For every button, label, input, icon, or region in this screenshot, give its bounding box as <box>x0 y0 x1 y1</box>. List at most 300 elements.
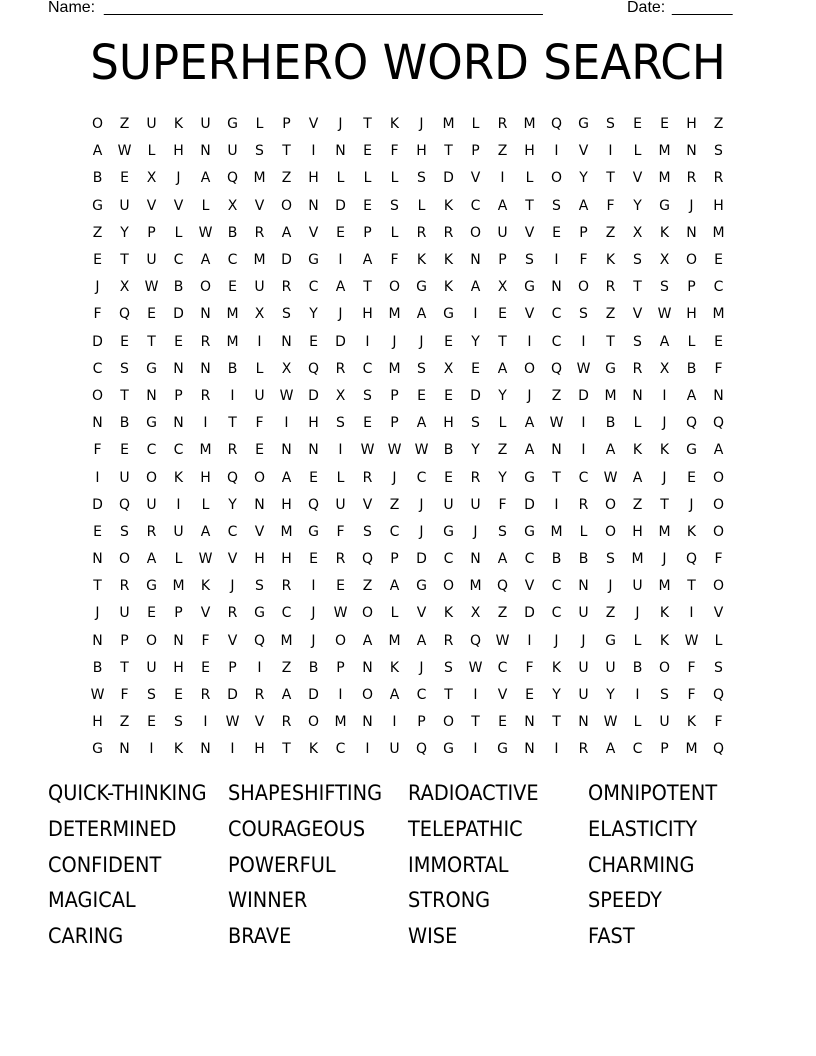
grid-letter: R <box>443 632 454 649</box>
grid-letter: L <box>201 496 210 513</box>
grid-letter: R <box>335 360 346 377</box>
grid-letter: T <box>147 333 156 350</box>
grid-letter: C <box>443 551 454 568</box>
grid-letter: J <box>662 415 667 432</box>
grid-letter: C <box>470 197 481 214</box>
grid-letter: K <box>605 252 616 269</box>
grid-letter: H <box>92 714 103 731</box>
grid-letter: L <box>525 170 534 187</box>
grid-letter: M <box>469 578 482 595</box>
grid-letter: J <box>95 605 100 622</box>
grid-letter: I <box>473 306 478 323</box>
grid-letter: H <box>281 551 292 568</box>
grid-letter: N <box>551 279 562 296</box>
grid-letter: N <box>524 714 535 731</box>
grid-letter: D <box>308 687 319 704</box>
grid-letter: N <box>470 551 481 568</box>
grid-letter: E <box>660 116 669 133</box>
word-list-item: WISE <box>408 924 458 949</box>
grid-letter: M <box>442 116 455 133</box>
grid-letter: U <box>254 279 265 296</box>
grid-letter: N <box>173 632 184 649</box>
grid-letter: W <box>603 469 618 486</box>
grid-letter: J <box>419 333 424 350</box>
word-list-item: FAST <box>588 924 635 949</box>
word-list-item: CONFIDENT <box>48 852 162 877</box>
grid-letter: R <box>227 605 238 622</box>
grid-letter: P <box>174 387 183 404</box>
grid-letter: O <box>199 279 212 296</box>
grid-letter: F <box>579 252 588 269</box>
grid-letter: I <box>257 659 262 676</box>
grid-letter: K <box>551 659 562 676</box>
grid-letter: N <box>200 741 211 758</box>
grid-letter: L <box>417 197 426 214</box>
grid-letter: K <box>659 632 670 649</box>
grid-letter: F <box>714 360 723 377</box>
grid-letter: R <box>281 279 292 296</box>
grid-row <box>84 600 732 627</box>
grid-letter: I <box>608 143 613 160</box>
grid-letter: E <box>363 143 372 160</box>
grid-letter: T <box>120 659 129 676</box>
grid-letter: G <box>524 279 535 296</box>
grid-letter: X <box>281 360 292 377</box>
grid-letter: M <box>280 523 293 540</box>
grid-letter: G <box>308 252 319 269</box>
grid-letter: G <box>497 741 508 758</box>
grid-letter: C <box>497 659 508 676</box>
grid-letter: C <box>551 605 562 622</box>
grid-letter: R <box>443 224 454 241</box>
grid-letter: L <box>471 116 480 133</box>
grid-letter: T <box>687 578 696 595</box>
grid-letter: U <box>119 605 130 622</box>
grid-letter: C <box>362 360 373 377</box>
grid-letter: D <box>335 333 346 350</box>
grid-row <box>84 301 732 328</box>
grid-letter: S <box>660 279 669 296</box>
grid-letter: A <box>92 143 103 160</box>
grid-letter: E <box>93 523 102 540</box>
grid-letter: Y <box>633 197 642 214</box>
word-list-item: SPEEDY <box>588 888 662 913</box>
word-list-item: CHARMING <box>588 852 695 877</box>
grid-letter: X <box>227 197 238 214</box>
grid-letter: E <box>174 333 183 350</box>
grid-letter: E <box>147 714 156 731</box>
grid-letter: I <box>203 415 208 432</box>
grid-letter: P <box>390 551 399 568</box>
grid-letter: Z <box>389 496 400 513</box>
grid-letter: C <box>92 360 103 377</box>
grid-letter: K <box>389 659 400 676</box>
grid-letter: H <box>416 143 427 160</box>
grid-letter: M <box>253 252 266 269</box>
grid-letter: P <box>687 279 696 296</box>
grid-letter: V <box>632 170 643 187</box>
grid-letter: Y <box>498 469 507 486</box>
grid-letter: W <box>603 714 618 731</box>
grid-letter: Y <box>579 170 588 187</box>
grid-letter: J <box>419 496 424 513</box>
grid-letter: G <box>254 605 265 622</box>
grid-letter: C <box>173 252 184 269</box>
grid-letter: W <box>360 442 375 459</box>
grid-letter: R <box>335 551 346 568</box>
grid-letter: T <box>363 116 372 133</box>
word-list-item: CARING <box>48 924 124 949</box>
grid-letter: I <box>338 442 343 459</box>
grid-letter: U <box>389 741 400 758</box>
grid-letter: O <box>712 496 725 513</box>
grid-letter: R <box>281 578 292 595</box>
grid-letter: S <box>498 523 507 540</box>
grid-letter: F <box>93 306 102 323</box>
grid-letter: W <box>279 387 294 404</box>
grid-letter: I <box>203 714 208 731</box>
grid-row <box>84 111 732 138</box>
grid-letter: H <box>686 116 697 133</box>
grid-letter: M <box>280 632 293 649</box>
grid-letter: H <box>524 143 535 160</box>
grid-row <box>84 138 732 165</box>
grid-letter: H <box>308 415 319 432</box>
grid-letter: Q <box>469 632 482 649</box>
grid-letter: S <box>363 387 372 404</box>
grid-letter: F <box>120 687 129 704</box>
grid-letter: W <box>576 360 591 377</box>
grid-letter: M <box>199 442 212 459</box>
grid-letter: E <box>120 442 129 459</box>
date-label: Date: <box>627 0 666 16</box>
grid-letter: X <box>497 279 508 296</box>
grid-letter: R <box>362 469 373 486</box>
name-field[interactable]: ___________________________________________________ <box>104 0 543 16</box>
grid-letter: D <box>416 551 427 568</box>
grid-letter: N <box>173 415 184 432</box>
grid-letter: N <box>281 442 292 459</box>
grid-letter: F <box>390 143 399 160</box>
grid-letter: A <box>524 415 535 432</box>
grid-letter: U <box>173 523 184 540</box>
grid-letter: L <box>633 714 642 731</box>
grid-letter: J <box>311 632 316 649</box>
grid-letter: Q <box>118 496 131 513</box>
grid-letter: U <box>632 578 643 595</box>
grid-letter: D <box>443 170 454 187</box>
grid-letter: O <box>604 523 617 540</box>
grid-letter: B <box>92 659 103 676</box>
grid-letter: E <box>120 170 129 187</box>
grid-letter: O <box>712 578 725 595</box>
grid-letter: O <box>334 632 347 649</box>
grid-letter: R <box>605 279 616 296</box>
grid-letter: O <box>307 714 320 731</box>
grid-letter: R <box>713 170 724 187</box>
grid-letter: E <box>471 360 480 377</box>
grid-letter: I <box>257 333 262 350</box>
grid-letter: I <box>554 252 559 269</box>
grid-letter: U <box>119 469 130 486</box>
grid-letter: V <box>524 578 535 595</box>
grid-letter: J <box>338 306 343 323</box>
grid-letter: J <box>662 469 667 486</box>
grid-letter: W <box>144 279 159 296</box>
grid-letter: J <box>473 523 478 540</box>
grid-letter: P <box>174 605 183 622</box>
grid-letter: K <box>443 279 454 296</box>
grid-letter: A <box>578 197 589 214</box>
grid-letter: S <box>363 523 372 540</box>
grid-letter: N <box>92 632 103 649</box>
grid-letter: B <box>92 170 103 187</box>
grid-letter: L <box>633 415 642 432</box>
grid-letter: Q <box>550 360 563 377</box>
grid-letter: C <box>551 333 562 350</box>
grid-letter: S <box>714 659 723 676</box>
grid-row <box>84 736 732 763</box>
grid-letter: P <box>471 143 480 160</box>
grid-letter: J <box>230 578 235 595</box>
word-list-item: RADIOACTIVE <box>408 781 539 805</box>
grid-letter: C <box>335 741 346 758</box>
grid-letter: T <box>606 333 615 350</box>
grid-letter: V <box>146 197 157 214</box>
grid-letter: A <box>470 279 481 296</box>
grid-letter: A <box>497 197 508 214</box>
grid-letter: Y <box>471 442 480 459</box>
grid-letter: R <box>632 360 643 377</box>
grid-letter: H <box>713 197 724 214</box>
grid-letter: I <box>581 442 586 459</box>
grid-letter: D <box>173 306 184 323</box>
grid-letter: J <box>689 496 694 513</box>
grid-letter: A <box>362 252 373 269</box>
grid-letter: N <box>713 387 724 404</box>
grid-letter: D <box>92 496 103 513</box>
grid-letter: E <box>633 116 642 133</box>
grid-letter: X <box>443 360 454 377</box>
grid-letter: X <box>632 224 643 241</box>
grid-letter: S <box>579 306 588 323</box>
grid-letter: W <box>333 605 348 622</box>
grid-letter: N <box>119 741 130 758</box>
word-list-item: MAGICAL <box>48 888 136 913</box>
grid-letter: P <box>579 224 588 241</box>
grid-letter: Q <box>712 415 725 432</box>
grid-letter: H <box>173 659 184 676</box>
grid-letter: U <box>578 659 589 676</box>
grid-letter: Z <box>92 224 103 241</box>
grid-letter: I <box>527 333 532 350</box>
grid-letter: T <box>363 279 372 296</box>
grid-letter: R <box>578 496 589 513</box>
grid-letter: V <box>416 605 427 622</box>
grid-letter: I <box>338 252 343 269</box>
grid-letter: S <box>417 170 426 187</box>
word-list-item: COURAGEOUS <box>228 816 366 841</box>
grid-letter: O <box>361 605 374 622</box>
grid-letter: J <box>95 279 100 296</box>
grid-letter: L <box>633 632 642 649</box>
grid-letter: C <box>416 687 427 704</box>
grid-letter: C <box>146 442 157 459</box>
grid-letter: E <box>525 687 534 704</box>
grid-letter: Z <box>119 116 130 133</box>
grid-letter: U <box>497 224 508 241</box>
grid-letter: T <box>282 741 291 758</box>
grid-letter: O <box>442 714 455 731</box>
grid-letter: R <box>578 741 589 758</box>
grid-letter: G <box>605 360 616 377</box>
grid-letter: G <box>686 442 697 459</box>
grid-letter: A <box>335 279 346 296</box>
grid-letter: W <box>495 632 510 649</box>
grid-letter: K <box>443 605 454 622</box>
grid-letter: W <box>684 632 699 649</box>
grid-letter: O <box>550 170 563 187</box>
grid-letter: S <box>633 252 642 269</box>
grid-letter: J <box>338 116 343 133</box>
grid-letter: D <box>524 605 535 622</box>
grid-letter: J <box>608 578 613 595</box>
grid-letter: W <box>225 714 240 731</box>
grid-letter: C <box>524 551 535 568</box>
grid-letter: M <box>226 333 239 350</box>
grid-letter: G <box>92 741 103 758</box>
grid-letter: Q <box>361 551 374 568</box>
grid-letter: I <box>473 687 478 704</box>
grid-letter: R <box>254 687 265 704</box>
grid-letter: K <box>389 116 400 133</box>
grid-letter: R <box>227 442 238 459</box>
grid-letter: Y <box>120 224 129 241</box>
grid-letter: L <box>390 605 399 622</box>
grid-letter: V <box>254 197 265 214</box>
grid-letter: G <box>443 741 454 758</box>
grid-row <box>84 464 732 491</box>
grid-letter: N <box>551 442 562 459</box>
grid-letter: M <box>226 306 239 323</box>
grid-letter: F <box>390 252 399 269</box>
word-list-item: STRONG <box>408 888 491 913</box>
grid-letter: E <box>714 252 723 269</box>
grid-letter: C <box>551 306 562 323</box>
grid-letter: F <box>606 197 615 214</box>
grid-letter: V <box>200 605 211 622</box>
grid-row <box>84 220 732 247</box>
grid-letter: K <box>443 252 454 269</box>
word-list-item: POWERFUL <box>228 852 336 877</box>
grid-letter: E <box>309 333 318 350</box>
grid-letter: Y <box>471 333 480 350</box>
word-list-item: BRAVE <box>228 924 292 949</box>
grid-letter: R <box>281 714 292 731</box>
grid-letter: C <box>632 741 643 758</box>
grid-letter: X <box>335 387 346 404</box>
grid-letter: E <box>336 578 345 595</box>
grid-letter: L <box>687 333 696 350</box>
grid-letter: O <box>712 469 725 486</box>
grid-letter: E <box>687 469 696 486</box>
grid-letter: I <box>176 496 181 513</box>
grid-letter: L <box>336 170 345 187</box>
grid-letter: J <box>419 659 424 676</box>
grid-letter: N <box>200 143 211 160</box>
grid-letter: O <box>145 632 158 649</box>
grid-letter: E <box>498 306 507 323</box>
grid-letter: O <box>469 224 482 241</box>
grid-letter: C <box>416 469 427 486</box>
grid-letter: N <box>335 143 346 160</box>
grid-letter: H <box>254 551 265 568</box>
grid-row <box>84 573 732 600</box>
grid-letter: Q <box>685 551 698 568</box>
grid-letter: A <box>362 632 373 649</box>
grid-letter: O <box>118 551 131 568</box>
grid-letter: R <box>470 469 481 486</box>
grid-letter: A <box>200 170 211 187</box>
grid-letter: E <box>255 442 264 459</box>
word-list-item: QUICK-THINKING <box>48 781 207 805</box>
grid-letter: S <box>255 143 264 160</box>
grid-letter: Q <box>550 116 563 133</box>
grid-letter: D <box>227 687 238 704</box>
grid-letter: A <box>146 551 157 568</box>
grid-letter: T <box>552 469 561 486</box>
date-field[interactable]: _______ <box>672 0 733 16</box>
grid-letter: K <box>686 523 697 540</box>
grid-letter: N <box>578 714 589 731</box>
grid-letter: M <box>658 523 671 540</box>
grid-letter: J <box>392 469 397 486</box>
grid-letter: Q <box>307 360 320 377</box>
grid-letter: I <box>554 143 559 160</box>
grid-letter: U <box>146 252 157 269</box>
grid-letter: O <box>145 469 158 486</box>
grid-letter: I <box>230 741 235 758</box>
grid-letter: O <box>253 469 266 486</box>
grid-letter: O <box>523 360 536 377</box>
grid-letter: G <box>416 279 427 296</box>
grid-letter: N <box>578 578 589 595</box>
grid-letter: A <box>632 469 643 486</box>
grid-letter: U <box>119 197 130 214</box>
grid-letter: G <box>227 116 238 133</box>
grid-letter: O <box>91 387 104 404</box>
grid-letter: I <box>527 632 532 649</box>
grid-letter: O <box>685 252 698 269</box>
grid-letter: P <box>660 741 669 758</box>
grid-letter: I <box>689 605 694 622</box>
grid-letter: A <box>416 415 427 432</box>
grid-letter: U <box>335 496 346 513</box>
grid-letter: D <box>335 197 346 214</box>
grid-letter: Z <box>605 605 616 622</box>
grid-letter: M <box>253 170 266 187</box>
grid-letter: N <box>470 252 481 269</box>
grid-letter: G <box>524 523 535 540</box>
grid-letter: L <box>633 143 642 160</box>
grid-letter: C <box>173 442 184 459</box>
grid-letter: Z <box>281 170 292 187</box>
grid-letter: E <box>309 551 318 568</box>
grid-letter: A <box>416 632 427 649</box>
grid-letter: A <box>524 442 535 459</box>
grid-letter: F <box>714 551 723 568</box>
grid-letter: C <box>281 605 292 622</box>
